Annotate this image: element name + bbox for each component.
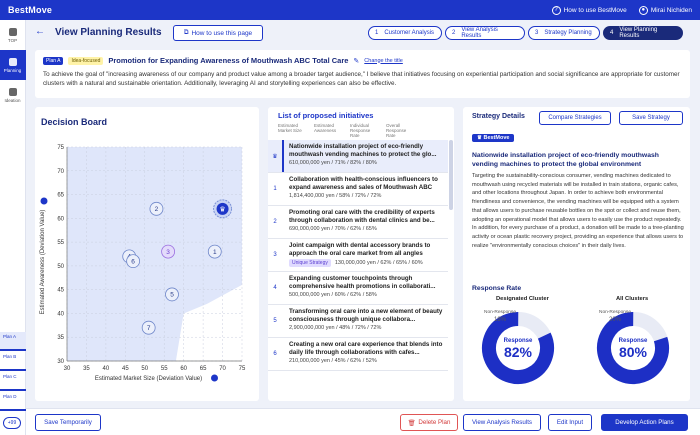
y-tick-label: 65 <box>57 192 64 199</box>
top-bar <box>0 0 700 20</box>
x-tick-label: 60 <box>180 366 188 372</box>
initiative-name: Nationwide installation project of eco-friendly mouthwash vending machines to protect the glo... <box>289 143 437 158</box>
bestmove-tag-label: BestMove <box>483 135 510 141</box>
sidebar <box>0 20 26 435</box>
bottom-action-bar <box>26 408 700 435</box>
user-menu[interactable] <box>639 6 692 15</box>
initiative-stats: 1,814,400,000 yen / 58% / 72% / 72% <box>289 193 382 199</box>
idea-focused-badge: Idea-focused <box>68 57 103 65</box>
plan-title: Promotion for Expanding Awareness of Mouthwash ABC Total Care <box>108 56 349 65</box>
initiative-stats: 130,000,000 yen / 62% / 65% / 60% <box>334 260 423 266</box>
x-tick-label: 75 <box>238 366 246 372</box>
list-item[interactable] <box>268 338 448 371</box>
step-progress <box>368 26 683 40</box>
data-point-label: 2 <box>154 206 159 214</box>
strategy-heading: Nationwide installation project of eco-friendly mouthwash vending machines to protect the global environment <box>472 152 659 168</box>
initiative-name: Expanding customer touchpoints through comprehensive health promotions in collaborati... <box>289 275 436 290</box>
x-tick-label: 45 <box>121 366 129 372</box>
step-number: 3 <box>535 30 539 36</box>
initiative-number: 2 <box>273 219 277 225</box>
delete-plan-button[interactable] <box>400 414 458 431</box>
data-point-label: 7 <box>146 325 151 333</box>
initiative-number: 1 <box>273 186 277 192</box>
list-item[interactable] <box>268 173 448 206</box>
initiative-stats: 2,900,000,000 yen / 48% / 72% / 72% <box>289 325 382 331</box>
how-to-use-page-button[interactable] <box>173 25 263 41</box>
initiative-number: 3 <box>273 252 277 258</box>
y-tick-label: 60 <box>57 216 64 223</box>
non-response-label: Non-Response <box>599 310 631 315</box>
initiative-number: 4 <box>273 285 277 291</box>
step-number: 2 <box>452 30 456 36</box>
sidebar-item-planning[interactable] <box>0 50 26 80</box>
ideation-icon <box>9 88 17 96</box>
initiative-stats: 690,000,000 yen / 70% / 62% / 65% <box>289 226 377 232</box>
user-icon: ● <box>639 6 648 15</box>
step-label: View Analysis Results <box>461 27 498 39</box>
how-to-use-link[interactable] <box>552 6 627 15</box>
how-to-use-page-label: How to use this page <box>191 29 253 37</box>
how-to-use-label: How to use BestMove <box>563 6 627 14</box>
donut-title: Designated Cluster <box>496 296 549 302</box>
initiative-number: 5 <box>273 318 277 324</box>
column-header: Estimated Market Size <box>278 123 302 133</box>
list-item[interactable] <box>268 305 448 338</box>
crown-icon: ♛ <box>477 135 484 141</box>
y-tick-label: 45 <box>57 287 64 294</box>
non-response-label: Non-Response <box>484 310 516 315</box>
help-icon <box>41 198 48 205</box>
more-plans-button[interactable]: +99 <box>3 417 21 429</box>
strategy-body: Targeting the sustainability-conscious consumer, vending machines dedicated to mouthwash using recycled materials will be installed in train stations, organic cafes, and other locations throughout Japan. In order to achieve both environmental friendliness and convenience, the vending machines will be equipped with a system that allows users to purchase reusable bottles on the spot or collect and reuse them, adopting an operational model that allows users to easily use the product repeatedly. In addition, for every purchase of a product, a donation will be made to a tree-planting activity or ocean plastic recovery project, providing an experience that allows users to realize "environmentally conscious choices" in their daily lives. <box>472 173 684 249</box>
proposed-initiatives-title: List of proposed initiatives <box>278 111 374 120</box>
x-tick-label: 70 <box>219 366 226 372</box>
external-link-icon: ⧉ <box>183 29 189 36</box>
sidebar-item-ideation[interactable] <box>0 80 26 110</box>
column-header: Overall Response Rate <box>386 123 407 138</box>
initiative-name: Transforming oral care into a new element of beauty consciousness through unique collabora... <box>289 308 443 323</box>
save-strategy-button[interactable]: Save Strategy <box>619 111 683 125</box>
decision-board-chart <box>35 107 259 401</box>
column-header: Individual Response Rate <box>350 123 371 138</box>
y-tick-label: 50 <box>57 263 64 270</box>
list-item[interactable] <box>268 239 448 272</box>
plan-description: To achieve the goal of "increasing awareness of our company and product value among a broader target audience," I believe that initiatives focusing on experiential participation and social significance are appropriate for customer clusters with a natural and sustainable orientation. Additionally, leveraging AI and storytelling experiences can also be effective. <box>43 71 680 87</box>
donut-title: All Clusters <box>616 296 649 302</box>
strategy-details-title: Strategy Details <box>472 113 525 120</box>
column-header: Estimated Awareness <box>314 123 337 133</box>
app-logo[interactable]: BestMove <box>8 5 53 15</box>
decision-board-title: Decision Board <box>41 117 108 127</box>
planning-icon <box>9 58 17 66</box>
data-point-label: 5 <box>170 291 174 299</box>
step-3[interactable] <box>528 26 600 40</box>
decision-board <box>35 107 259 401</box>
plan-tab-c[interactable]: Plan C <box>0 372 26 391</box>
data-point-label: 1 <box>212 248 217 256</box>
initiative-number: 6 <box>273 351 277 357</box>
proposed-initiatives-panel <box>268 107 454 401</box>
help-icon: ? <box>552 6 561 15</box>
list-scrollbar[interactable] <box>449 140 453 210</box>
crown-icon: ♛ <box>272 153 278 160</box>
x-axis-label: Estimated Market Size (Deviation Value) <box>94 376 203 382</box>
list-item[interactable] <box>268 206 448 239</box>
user-name: Mirai Nichiden <box>650 6 692 14</box>
y-tick-label: 70 <box>57 168 64 175</box>
step-2[interactable] <box>445 26 525 40</box>
response-label: Response <box>503 338 533 344</box>
list-item[interactable] <box>268 140 448 173</box>
step-1[interactable] <box>368 26 442 40</box>
plan-tabs <box>0 332 26 429</box>
plan-tab-d[interactable]: Plan D <box>0 392 26 411</box>
step-number: 4 <box>610 30 614 36</box>
sidebar-item-label: Ideation <box>4 97 21 103</box>
initiative-stats: 210,000,000 yen / 45% / 62% / 52% <box>289 358 377 364</box>
view-analysis-results-button[interactable]: View Analysis Results <box>463 414 541 431</box>
develop-action-plans-button[interactable]: Develop Action Plans <box>601 414 688 431</box>
save-temporarily-button[interactable]: Save Temporarily <box>35 414 101 431</box>
initiative-name: Collaboration with health-conscious influencers to expand awareness and sales of Mouthwash ABC <box>289 176 438 191</box>
y-tick-label: 30 <box>57 359 64 365</box>
back-arrow-icon[interactable]: ← <box>35 26 45 37</box>
trash-icon: 🗑 <box>407 419 416 427</box>
non-response-value: 18% <box>493 317 507 323</box>
x-tick-label: 30 <box>63 366 71 372</box>
x-tick-label: 65 <box>199 366 207 372</box>
y-tick-label: 40 <box>57 311 64 318</box>
y-tick-label: 35 <box>57 335 64 342</box>
response-value: 82% <box>503 344 533 360</box>
sidebar-item-label: TOP <box>7 37 18 43</box>
plan-tab-b[interactable]: Plan B <box>0 352 26 371</box>
proposed-column-headers <box>278 123 414 138</box>
strategy-details-panel <box>463 107 690 401</box>
page-title: View Planning Results <box>55 27 162 38</box>
response-rate-donuts <box>463 107 690 401</box>
data-point-label: 6 <box>131 258 135 266</box>
y-tick-label: 55 <box>57 240 64 247</box>
proposed-initiatives-list <box>268 140 448 371</box>
change-title-link[interactable]: Change the title <box>364 57 403 64</box>
x-tick-label: 50 <box>141 366 149 372</box>
home-icon <box>9 28 17 36</box>
plan-tab-a[interactable]: Plan A <box>0 332 26 351</box>
step-label: View Planning Results <box>619 27 658 39</box>
step-label: Customer Analysis <box>384 30 435 36</box>
response-value: 80% <box>618 344 648 360</box>
x-tick-label: 40 <box>102 366 110 372</box>
unique-strategy-tag: Unique Strategy <box>289 259 331 267</box>
sidebar-item-top[interactable] <box>0 20 26 50</box>
list-item[interactable] <box>268 272 448 305</box>
initiative-stats: 500,000,000 yen / 60% / 62% / 58% <box>289 292 377 298</box>
delete-plan-label: Delete Plan <box>418 419 451 426</box>
response-rate-title: Response Rate <box>472 285 522 292</box>
x-tick-label: 35 <box>83 366 90 372</box>
y-axis-label: Estimated Awareness (Deviation Value) <box>40 209 46 315</box>
step-number: 1 <box>375 30 379 36</box>
step-label: Strategy Planning <box>544 30 592 36</box>
data-point-label: 3 <box>166 248 170 256</box>
initiative-name: Creating a new oral care experience that blends into daily life through collaborations with cafes... <box>289 341 443 356</box>
sidebar-item-label: Planning <box>3 67 22 73</box>
edit-icon: ✎ <box>353 57 360 65</box>
plan-badge: Plan A <box>43 57 63 65</box>
y-tick-label: 75 <box>57 145 64 151</box>
response-label: Response <box>618 338 648 344</box>
initiative-name: Joint campaign with dental accessory brands to approach the oral care market from all angles <box>289 242 431 257</box>
plan-summary <box>35 50 690 98</box>
initiative-name: Promoting oral care with the credibility of experts through collaboration with dental clinics and be... <box>289 209 435 224</box>
crown-icon: ♛ <box>219 205 226 214</box>
help-icon <box>211 375 218 382</box>
non-response-value: 20% <box>608 317 622 323</box>
step-4[interactable] <box>603 26 683 40</box>
x-tick-label: 55 <box>160 366 168 372</box>
edit-input-button[interactable]: Edit Input <box>548 414 592 431</box>
compare-strategies-button[interactable]: Compare Strategies <box>539 111 611 125</box>
initiative-stats: 610,000,000 yen / 71% / 82% / 80% <box>289 160 377 166</box>
